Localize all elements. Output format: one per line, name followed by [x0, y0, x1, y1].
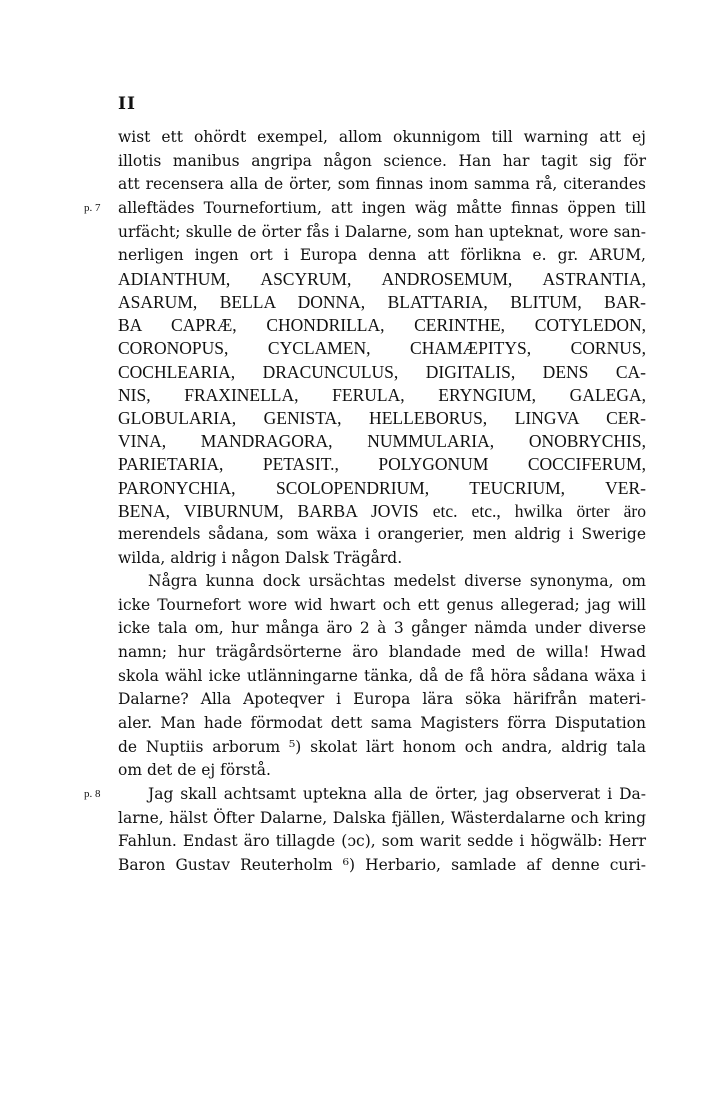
line-text: BA CAPRÆ, CHONDRILLA, CERINTHE, COTYLEDON,: [118, 315, 646, 336]
line-text: att recensera alla de örter, som finnas inom samma rå, citerandes: [118, 175, 646, 194]
line-text: Fahlun. Endast äro tillagde (ɔc), som warit sedde i högwälb: Herr: [118, 832, 646, 851]
text-line: [118, 523, 646, 547]
text-line: [118, 807, 646, 831]
line-text: CORONOPUS, CYCLAMEN, CHAMÆPITYS, CORNUS,: [118, 338, 646, 359]
text-line: [118, 712, 646, 736]
margin-page-reference: p. 8: [84, 787, 101, 800]
text-line: [84, 197, 646, 221]
text-line: [118, 407, 646, 430]
line-text: wilda, aldrig i någon Dalsk Trägård.: [118, 548, 403, 567]
line-text: om det de ej förstå.: [118, 761, 271, 780]
text-line: [118, 337, 646, 360]
text-line: [118, 759, 646, 783]
text-line: [118, 126, 646, 150]
line-text: VINA, MANDRAGORA, NUMMULARIA, ONOBRYCHIS,: [118, 431, 646, 452]
line-text: NIS, FRAXINELLA, FERULA, ERYNGIUM, GALEGA,: [118, 384, 646, 405]
text-line: [118, 854, 646, 878]
text-line: [118, 594, 646, 618]
text-line: [118, 617, 646, 641]
line-text: Några kunna dock ursächtas medelst diverse synonyma, om: [148, 572, 646, 591]
text-line: [118, 453, 646, 476]
line-text: BENA, VIBURNUM, BARBA JOVIS etc. etc., hwilka örter äro: [118, 500, 646, 521]
text-line: [118, 830, 646, 854]
line-text: alleftädes Tournefortium, att ingen wäg måtte finnas öppen till: [118, 198, 646, 217]
line-text: icke tala om, hur många äro 2 à 3 gånger nämda under diverse: [118, 619, 646, 638]
text-line: [118, 173, 646, 197]
line-text: de Nuptiis arborum ⁵) skolat lärt honom och andra, aldrig tala: [118, 737, 646, 756]
text-line: [118, 736, 646, 760]
text-line: [118, 314, 646, 337]
text-line: [118, 244, 646, 268]
line-text: namn; hur trägårdsörterne äro blandade med de willa! Hwad: [118, 643, 646, 662]
text-line: [118, 688, 646, 712]
text-line: [118, 547, 646, 571]
line-text: ADIANTHUM, ASCYRUM, ANDROSEMUM, ASTRANTIA,: [118, 268, 646, 289]
line-text: ASARUM, BELLA DONNA, BLATTARIA, BLITUM, BAR-: [118, 292, 646, 313]
page-number: II: [118, 94, 136, 114]
text-line: [118, 150, 646, 174]
text-line: [84, 783, 646, 807]
line-text: Dalarne? Alla Apoteqver i Europa lära söka härifrån materi-: [118, 690, 646, 709]
line-text: GLOBULARIA, GENISTA, HELLEBORUS, LINGVA CER-: [118, 407, 646, 428]
line-text: aler. Man hade förmodat dett sama Magisters förra Disputation: [118, 714, 646, 733]
line-text: merendels sådana, som wäxa i orangerier, men aldrig i Swerige: [118, 524, 646, 543]
text-line: [118, 384, 646, 407]
line-text: skola wähl icke utlänningarne tänka, då de få höra sådana wäxa i: [118, 666, 646, 685]
line-text: urfächt; skulle de örter fås i Dalarne, som han upteknat, wore san-: [118, 222, 646, 241]
line-text: wist ett ohördt exempel, allom okunnigom till warning att ej: [118, 128, 646, 146]
text-line: [118, 291, 646, 314]
line-text: COCHLEARIA, DRACUNCULUS, DIGITALIS, DENS CA-: [118, 361, 646, 382]
line-text: Jag skall achtsamt uptekna alla de örter, jag observerat i Da-: [148, 784, 646, 803]
text-line: [118, 221, 646, 245]
text-line: [118, 268, 646, 291]
text-line: [118, 430, 646, 453]
line-text: nerligen ingen ort i Europa denna att förlikna e. gr. ARUM,: [118, 246, 646, 265]
line-text: PARONYCHIA, SCOLOPENDRIUM, TEUCRIUM, VER-: [118, 477, 646, 498]
body-text: [84, 126, 646, 878]
text-line: [118, 641, 646, 665]
text-line: [118, 361, 646, 384]
text-line: [118, 665, 646, 689]
text-line: [118, 477, 646, 500]
text-line: [118, 500, 646, 523]
margin-page-reference: p. 7: [84, 201, 101, 214]
text-line: [118, 570, 646, 594]
line-text: larne, hälst Öfter Dalarne, Dalska fjällen, Wästerdalarne och kring: [118, 808, 646, 827]
line-text: Baron Gustav Reuterholm ⁶) Herbario, samlade af denne curi-: [118, 855, 646, 874]
line-text: PARIETARIA, PETASIT., POLYGONUM COCCIFERUM,: [118, 454, 646, 475]
line-text: icke Tournefort wore wid hwart och ett genus allegerad; jag will: [118, 595, 646, 614]
line-text: illotis manibus angripa någon science. Han har tagit sig för: [118, 151, 646, 170]
